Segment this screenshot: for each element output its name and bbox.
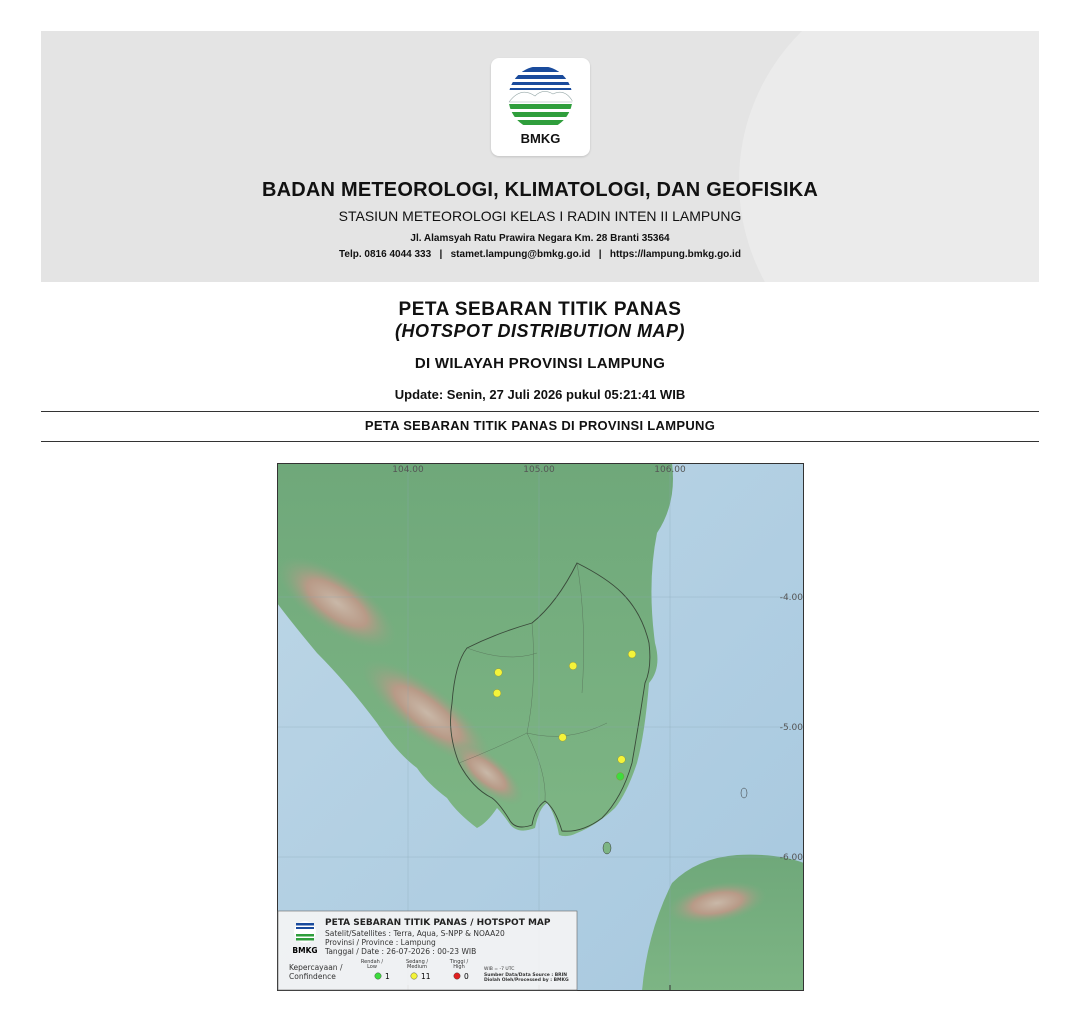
legend-satellite: Satelit/Satellites : Terra, Aqua, S-NPP & NOAA20 <box>325 929 505 938</box>
hotspot-medium <box>618 756 626 764</box>
lat-tick-label: -5.00 <box>779 723 803 733</box>
map-legend <box>278 911 577 990</box>
lon-tick-label: 106.00 <box>654 465 686 475</box>
legend-high-label: Tinggi / <box>449 959 469 965</box>
legend-low-count: 1 <box>385 972 390 981</box>
hotspot-medium <box>493 689 501 697</box>
lon-tick-label: 105.00 <box>523 465 555 475</box>
lat-tick-label: -4.00 <box>779 593 803 603</box>
legend-low-label-en: Low <box>367 964 377 970</box>
legend-medium-swatch <box>411 973 417 979</box>
legend-source: Sumber Data/Data Source : BRIN <box>484 973 568 978</box>
background-swirl <box>739 31 1039 282</box>
legend-province: Provinsi / Province : Lampung <box>325 938 436 947</box>
update-timestamp: Update: Senin, 27 Juli 2026 pukul 05:21:41 WIB <box>394 387 686 402</box>
legend-wib: WIB = -7 UTC <box>484 967 515 972</box>
logo-text: BMKG <box>520 131 561 146</box>
region-title: DI WILAYAH PROVINSI LAMPUNG <box>414 355 666 372</box>
divider-bottom <box>41 441 1039 442</box>
legend-medium-label: Sedang / <box>405 959 429 965</box>
divider-top <box>41 411 1039 412</box>
legend-low-swatch <box>375 973 381 979</box>
org-name: BADAN METEOROLOGI, KLIMATOLOGI, DAN GEOFISIKA <box>261 179 819 201</box>
legend-high-count: 0 <box>464 972 469 981</box>
legend-high-label-en: High <box>453 964 465 970</box>
hotspot-medium <box>628 650 636 658</box>
contact-info: Telp. 0816 4044 333 | stamet.lampung@bmkg.go.id | https://lampung.bmkg.go.id <box>339 249 741 260</box>
legend-high-swatch <box>454 973 460 979</box>
legend-low-label: Rendah / <box>360 959 384 965</box>
page-title: PETA SEBARAN TITIK PANAS <box>398 299 682 320</box>
hotspot-map <box>277 463 804 991</box>
page-title-english: (HOTSPOT DISTRIBUTION MAP) <box>395 321 685 341</box>
legend-date: Tanggal / Date : 26-07-2026 : 00-23 WIB <box>325 947 477 956</box>
bmkg-emblem-icon <box>491 58 590 133</box>
section-title: PETA SEBARAN TITIK PANAS DI PROVINSI LAMPUNG <box>364 418 716 433</box>
legend-title: PETA SEBARAN TITIK PANAS / HOTSPOT MAP <box>325 918 551 928</box>
legend-processed: Diolah Oleh/Processed by : BMKG <box>484 978 569 983</box>
address: Jl. Alamsyah Ratu Prawira Negara Km. 28 Branti 35364 <box>410 233 670 244</box>
legend-medium-count: 11 <box>421 972 431 981</box>
legend-logo-text: BMKG <box>292 946 318 955</box>
lon-tick-label: 104.00 <box>392 465 424 475</box>
legend-confidence-label: Kepercayaan / <box>289 963 343 972</box>
island <box>603 842 611 854</box>
hotspot-medium <box>559 734 567 742</box>
hotspot-low <box>616 773 624 781</box>
legend-confidence-label-en: Confindence <box>289 972 336 981</box>
hotspot-medium <box>495 669 503 677</box>
bmkg-logo <box>491 58 590 156</box>
station-name: STASIUN METEOROLOGI KELAS I RADIN INTEN II LAMPUNG <box>338 208 742 224</box>
hotspot-medium <box>569 662 577 670</box>
legend-bmkg-icon <box>294 921 316 943</box>
lat-tick-label: -6.00 <box>779 853 803 863</box>
legend-medium-label-en: Medium <box>407 964 427 970</box>
letterhead <box>41 31 1039 282</box>
